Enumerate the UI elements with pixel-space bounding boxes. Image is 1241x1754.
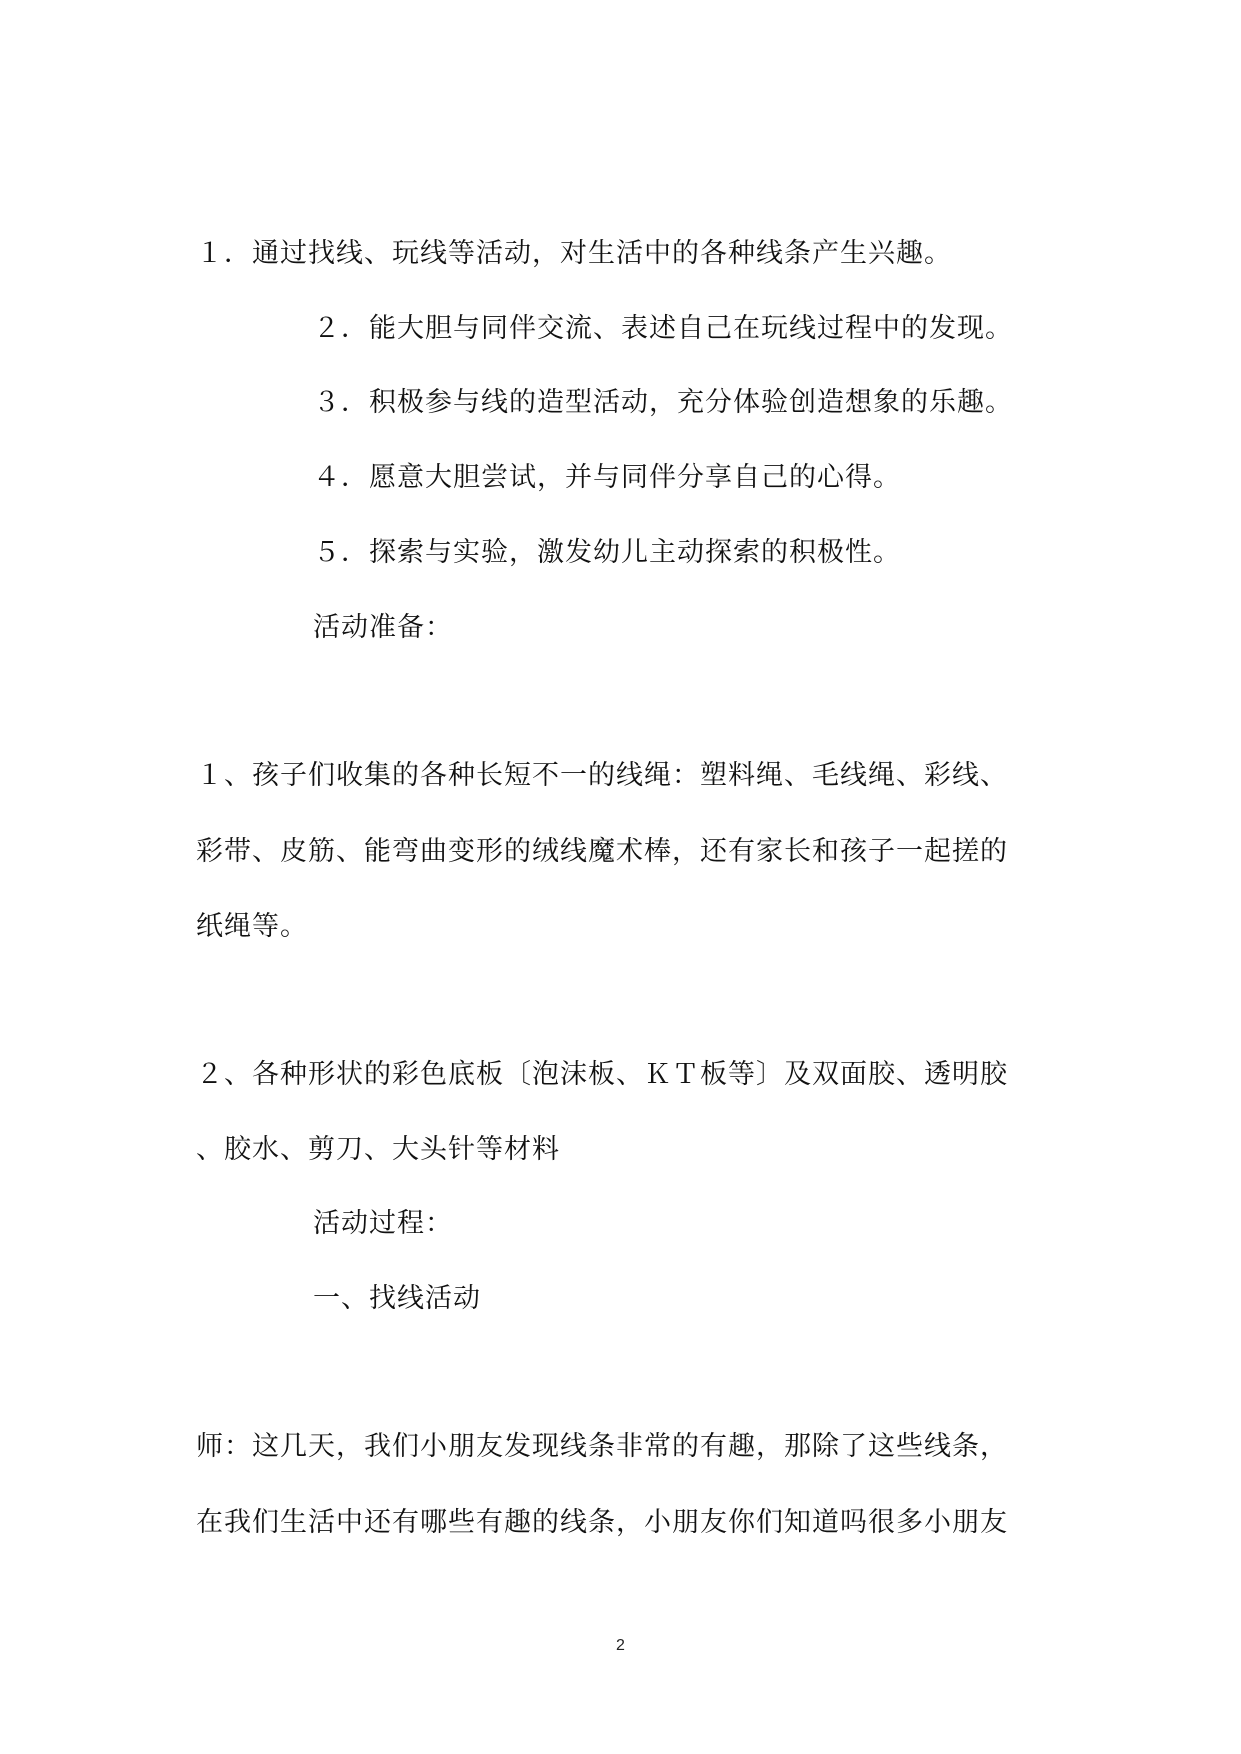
- preparation-1-line-2: 彩带、皮筋、能弯曲变形的绒线魔术棒，还有家长和孩子一起搓的: [196, 836, 1008, 867]
- preparation-1-line-1: １、孩子们收集的各种长短不一的线绳：塑料绳、毛线绳、彩线、: [196, 760, 1008, 791]
- page-number: 2: [616, 1637, 625, 1654]
- preparation-2-line-2: 、胶水、剪刀、大头针等材料: [196, 1134, 560, 1165]
- teacher-speech-line-1: 师：这几天，我们小朋友发现线条非常的有趣，那除了这些线条，: [196, 1431, 1008, 1462]
- preparation-1-line-3: 纸绳等。: [196, 911, 308, 942]
- preparation-2-line-1: ２、各种形状的彩色底板〔泡沫板、ＫＴ板等〕及双面胶、透明胶: [196, 1059, 1008, 1090]
- objective-1: １．通过找线、玩线等活动，对生活中的各种线条产生兴趣。: [196, 238, 952, 269]
- objective-5: ５．探索与实验，激发幼儿主动探索的积极性。: [313, 537, 901, 568]
- section-heading-preparation: 活动准备：: [313, 612, 453, 643]
- objective-4: ４．愿意大胆尝试，并与同伴分享自己的心得。: [313, 462, 901, 493]
- subsection-heading-find-lines: 一、找线活动: [313, 1283, 481, 1314]
- teacher-speech-line-2: 在我们生活中还有哪些有趣的线条，小朋友你们知道吗很多小朋友: [196, 1507, 1008, 1538]
- objective-3: ３．积极参与线的造型活动，充分体验创造想象的乐趣。: [313, 387, 1013, 418]
- section-heading-process: 活动过程：: [313, 1208, 453, 1239]
- objective-2: ２．能大胆与同伴交流、表述自己在玩线过程中的发现。: [313, 313, 1013, 344]
